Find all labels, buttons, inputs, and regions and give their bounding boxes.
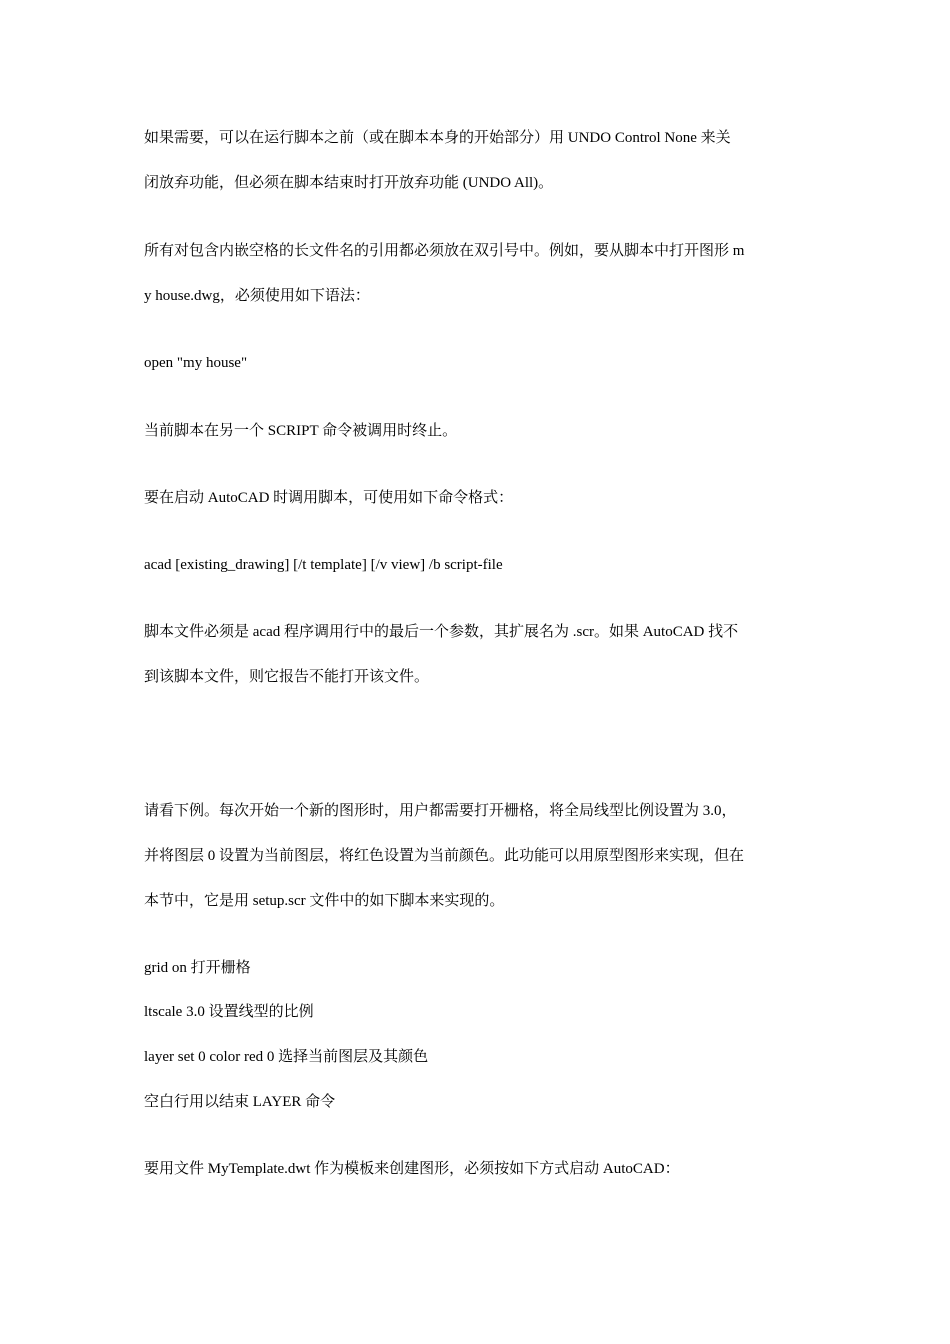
script-line-grid: grid on 打开栅格	[144, 960, 251, 976]
paragraph-example-line-2: 并将图层 0 设置为当前图层，将红色设置为当前颜色。此功能可以用原型图形来实现，但在	[144, 848, 745, 864]
paragraph-scr-line-2: 到该脚本文件，则它报告不能打开该文件。	[144, 669, 430, 685]
paragraph-startup-script: 要在启动 AutoCAD 时调用脚本，可使用如下命令格式：	[144, 490, 514, 506]
script-line-blank: 空白行用以结束 LAYER 命令	[144, 1094, 336, 1110]
paragraph-undo-line-2: 闭放弃功能，但必须在脚本结束时打开放弃功能 (UNDO All)。	[144, 175, 554, 191]
code-acad-command: acad [existing_drawing] [/t template] [/v view] /b script-file	[144, 557, 503, 573]
paragraph-quotes-line-1: 所有对包含内嵌空格的长文件名的引用都必须放在双引号中。例如，要从脚本中打开图形 m	[144, 243, 745, 259]
paragraph-template: 要用文件 MyTemplate.dwt 作为模板来创建图形，必须按如下方式启动 AutoCAD：	[144, 1161, 680, 1177]
paragraph-example-line-3: 本节中，它是用 setup.scr 文件中的如下脚本来实现的。	[144, 893, 505, 909]
paragraph-script-terminate: 当前脚本在另一个 SCRIPT 命令被调用时终止。	[144, 423, 458, 439]
paragraph-scr-line-1: 脚本文件必须是 acad 程序调用行中的最后一个参数，其扩展名为 .scr。如果 AutoCAD 找不	[144, 624, 739, 640]
paragraph-example-line-1: 请看下例。每次开始一个新的图形时，用户都需要打开栅格，将全局线型比例设置为 3.0，	[144, 803, 737, 819]
script-line-ltscale: ltscale 3.0 设置线型的比例	[144, 1004, 314, 1020]
paragraph-undo-line-1: 如果需要，可以在运行脚本之前（或在脚本本身的开始部分）用 UNDO Control None 来关	[144, 130, 731, 146]
paragraph-quotes-line-2: y house.dwg，必须使用如下语法：	[144, 288, 370, 304]
script-line-layer: layer set 0 color red 0 选择当前图层及其颜色	[144, 1049, 429, 1065]
code-open-house: open "my house"	[144, 355, 248, 371]
